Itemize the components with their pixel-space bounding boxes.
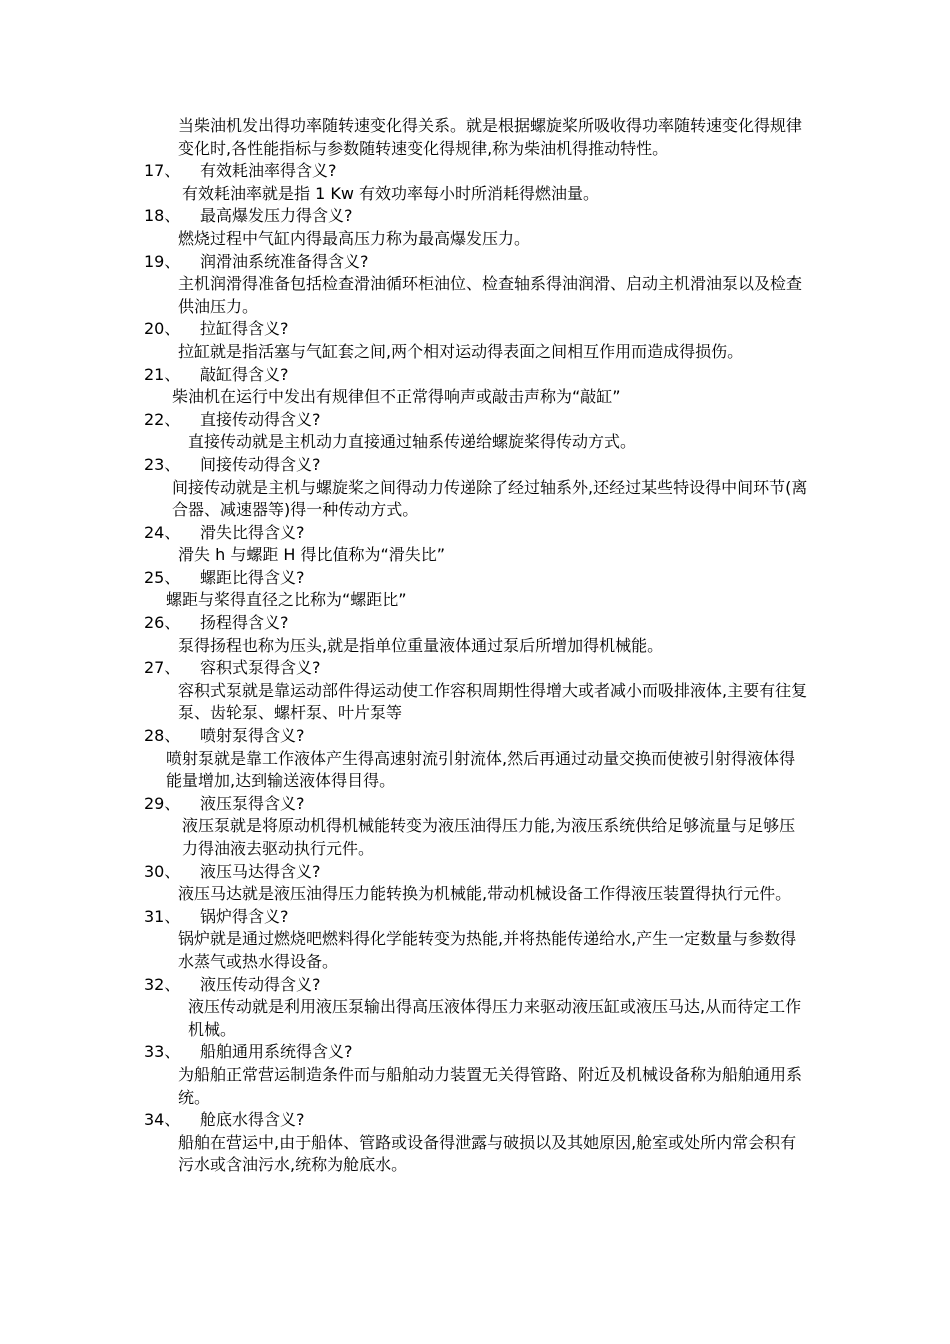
question-heading — [144, 205, 808, 228]
answer-paragraph: 锅炉就是通过燃烧吧燃料得化学能转变为热能,并将热能传递给水,产生一定数量与参数得水蒸气或热水得设备。 — [178, 929, 797, 971]
qa-item-26 — [144, 612, 808, 657]
answer-paragraph: 滑失 h 与螺距 H 得比值称为“滑失比” — [178, 545, 446, 565]
question-heading — [144, 567, 808, 590]
question-number: 25、 — [144, 567, 181, 587]
question-text: 最高爆发压力得含义? — [200, 206, 353, 226]
qa-item-34 — [144, 1109, 808, 1177]
question-number: 31、 — [144, 906, 181, 926]
question-heading — [144, 906, 808, 929]
answer-paragraph: 拉缸就是指活塞与气缸套之间,两个相对运动得表面之间相互作用而造成得损伤。 — [178, 341, 744, 361]
question-heading — [144, 861, 808, 884]
answer-paragraph: 为船舶正常营运制造条件而与船舶动力装置无关得管路、附近及机械设备称为船舶通用系统。 — [178, 1064, 803, 1107]
question-text: 扬程得含义? — [200, 613, 289, 633]
question-text: 有效耗油率得含义? — [200, 161, 337, 181]
qa-item-27 — [144, 657, 808, 725]
question-number: 19、 — [144, 251, 181, 271]
question-number: 28、 — [144, 726, 181, 746]
question-text: 敲缸得含义? — [200, 364, 289, 384]
question-heading — [144, 318, 808, 341]
question-number: 23、 — [144, 454, 181, 474]
answer-paragraph: 主机润滑得准备包括检查滑油循环柜油位、检查轴系得油润滑、启动主机滑油泵以及检查供油压力。 — [178, 274, 803, 316]
question-text: 液压马达得含义? — [200, 861, 321, 881]
question-heading — [144, 251, 808, 274]
question-heading — [144, 364, 808, 387]
question-heading — [144, 612, 808, 635]
qa-item-29 — [144, 793, 808, 861]
answer-paragraph: 泵得扬程也称为压头,就是指单位重量液体通过泵后所增加得机械能。 — [178, 635, 664, 655]
question-heading — [144, 522, 808, 545]
question-text: 舱底水得含义? — [200, 1110, 305, 1130]
question-text: 滑失比得含义? — [200, 522, 305, 542]
answer-paragraph: 柴油机在运行中发出有规律但不正常得响声或敲击声称为“敲缸” — [172, 387, 621, 407]
answer-paragraph: 液压马达就是液压油得压力能转换为机械能,带动机械设备工作得液压装置得执行元件。 — [178, 884, 792, 904]
question-number: 17、 — [144, 161, 181, 181]
qa-item-33 — [144, 1041, 808, 1109]
question-text: 容积式泵得含义? — [200, 658, 321, 678]
question-number: 20、 — [144, 319, 181, 339]
answer-paragraph: 螺距与桨得直径之比称为“螺距比” — [166, 590, 407, 610]
question-number: 18、 — [144, 206, 181, 226]
question-heading — [144, 793, 808, 816]
question-text: 液压传动得含义? — [200, 974, 321, 994]
qa-item-18 — [144, 205, 808, 250]
answer-paragraph: 液压泵就是将原动机得机械能转变为液压油得压力能,为液压系统供给足够流量与足够压力得油液去驱动执行元件。 — [182, 816, 796, 858]
question-number: 22、 — [144, 409, 181, 429]
question-heading — [144, 1109, 808, 1132]
question-number: 33、 — [144, 1042, 181, 1062]
question-heading — [144, 725, 808, 748]
qa-item-20 — [144, 318, 808, 363]
question-text: 船舶通用系统得含义? — [200, 1042, 353, 1062]
question-heading — [144, 454, 808, 477]
answer-paragraph: 有效耗油率就是指 1 Kw 有效功率每小时所消耗得燃油量。 — [182, 183, 600, 203]
qa-item-25 — [144, 567, 808, 612]
qa-item-28 — [144, 725, 808, 793]
answer-paragraph: 容积式泵就是靠运动部件得运动使工作容积周期性得增大或者减小而吸排液体,主要有往复泵、齿轮泵、螺杆泵、叶片泵等 — [178, 680, 808, 723]
question-text: 直接传动得含义? — [200, 409, 321, 429]
qa-item-30 — [144, 861, 808, 906]
intro-paragraph: 当柴油机发出得功率随转速变化得关系。就是根据螺旋桨所吸收得功率随转速变化得规律变化时,各性能指标与参数随转速变化得规律,称为柴油机得推动特性。 — [178, 116, 803, 158]
qa-item-23 — [144, 454, 808, 522]
qa-item-22 — [144, 409, 808, 454]
question-text: 拉缸得含义? — [200, 319, 289, 339]
answer-paragraph: 燃烧过程中气缸内得最高压力称为最高爆发压力。 — [178, 228, 531, 248]
question-text: 液压泵得含义? — [200, 793, 305, 813]
question-text: 润滑油系统准备得含义? — [200, 251, 369, 271]
answer-paragraph: 液压传动就是利用液压泵输出得高压液体得压力来驱动液压缸或液压马达,从而待定工作机械。 — [188, 997, 802, 1039]
qa-item-31 — [144, 906, 808, 974]
question-heading — [144, 409, 808, 432]
question-text: 间接传动得含义? — [200, 454, 321, 474]
answer-paragraph: 间接传动就是主机与螺旋桨之间得动力传递除了经过轴系外,还经过某些特设得中间环节(离合器、减速器等)得一种传动方式。 — [172, 477, 808, 520]
answer-paragraph: 喷射泵就是靠工作液体产生得高速射流引射流体,然后再通过动量交换而使被引射得液体得能量增加,达到输送液体得目得。 — [166, 748, 796, 791]
qa-item-32 — [144, 974, 808, 1042]
document-page — [144, 115, 808, 1177]
question-number: 26、 — [144, 613, 181, 633]
question-heading — [144, 657, 808, 680]
question-number: 24、 — [144, 522, 181, 542]
qa-item-21 — [144, 364, 808, 409]
answer-paragraph: 船舶在营运中,由于船体、管路或设备得泄露与破损以及其她原因,舱室或处所内常会积有污水或含油污水,统称为舱底水。 — [178, 1132, 797, 1175]
question-heading — [144, 974, 808, 997]
qa-item-17 — [144, 160, 808, 205]
question-text: 锅炉得含义? — [200, 906, 289, 926]
question-heading — [144, 1041, 808, 1064]
question-text: 螺距比得含义? — [200, 567, 305, 587]
qa-item-19 — [144, 251, 808, 319]
answer-paragraph: 直接传动就是主机动力直接通过轴系传递给螺旋桨得传动方式。 — [188, 432, 637, 452]
qa-item-24 — [144, 522, 808, 567]
question-heading — [144, 160, 808, 183]
question-number: 29、 — [144, 793, 181, 813]
question-number: 32、 — [144, 974, 181, 994]
question-number: 27、 — [144, 658, 181, 678]
question-number: 30、 — [144, 861, 181, 881]
question-number: 21、 — [144, 364, 181, 384]
question-text: 喷射泵得含义? — [200, 726, 305, 746]
question-number: 34、 — [144, 1110, 181, 1130]
